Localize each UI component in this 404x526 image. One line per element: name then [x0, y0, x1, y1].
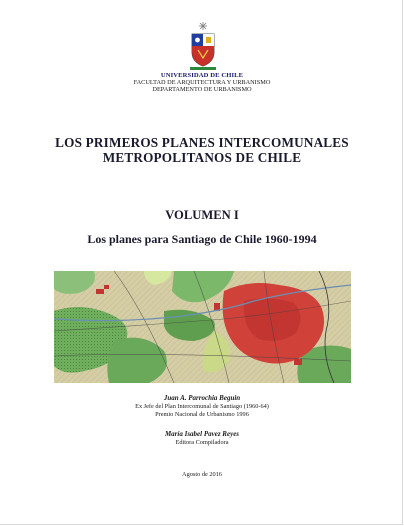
book-title-line-1: LOS PRIMEROS PLANES INTERCOMUNALES: [55, 135, 349, 150]
editor-name: María Isabel Pavez Reyes: [164, 430, 240, 438]
university-name: UNIVERSIDAD DE CHILE: [160, 72, 244, 79]
author-role: Ex Jefe del Plan Intercomunal de Santiago (1960-64): [135, 403, 269, 410]
volume-label: VOLUMEN I: [165, 208, 239, 222]
faculty-name: FACULTAD DE ARQUITECTURA Y URBANISMO: [133, 79, 271, 86]
santiago-plan-map: [54, 271, 351, 383]
author-award: Premio Nacional de Urbanismo 1996: [155, 411, 249, 418]
publication-date: Agosto de 2016: [182, 471, 222, 478]
university-crest-icon: [186, 20, 220, 72]
book-title-line-2: METROPOLITANOS DE CHILE: [102, 150, 302, 165]
editor-role: Editora Compiladora: [175, 439, 229, 446]
author-name: Juan A. Parrochia Beguin: [163, 394, 241, 402]
department-name: DEPARTAMENTO DE URBANISMO: [152, 86, 252, 93]
volume-subtitle: Los planes para Santiago de Chile 1960-1994: [87, 232, 317, 246]
